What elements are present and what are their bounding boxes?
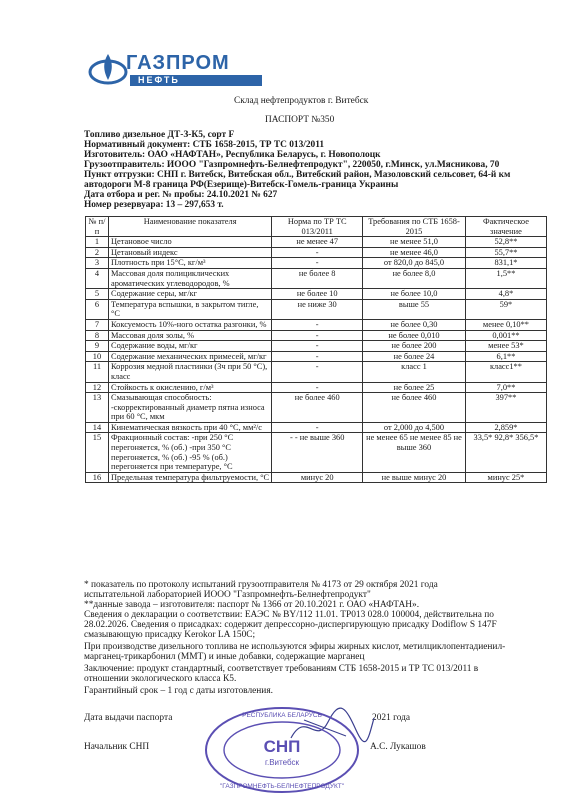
cell: 13 [86,393,109,423]
cell: класс 1 [363,362,466,382]
cell: 10 [86,351,109,362]
column-header: Норма по ТР ТС 013/2011 [272,217,363,237]
info-line: автодороги М-8 граница РФ(Езерище)-Витебск-Гомель-граница Украины [84,180,399,190]
info-line: Топливо дизельное ДТ-З-К5, сорт F [84,130,235,140]
table-row [86,351,547,362]
cell: минус 25* [465,472,546,483]
table-row [86,299,547,319]
cell: 16 [86,472,109,483]
cell: не менее 51,0 [363,237,466,248]
cell: минус 20 [272,472,363,483]
cell: - [272,258,363,269]
note-line: * показатель по протоколу испытаний грузоотправителя № 4173 от 29 октября 2021 года [84,580,438,590]
cell: не более 200 [363,341,466,352]
cell: 3 [86,258,109,269]
cell: Цетановое число [108,237,271,248]
cell: - [272,351,363,362]
cell: Цетановый индекс [108,247,271,258]
cell: не более 0,010 [363,330,466,341]
cell: не менее 46,0 [363,247,466,258]
cell: 12 [86,382,109,393]
cell: - [272,330,363,341]
passport-title: ПАСПОРТ №350 [265,115,335,125]
cell: Фракционный состав: -при 250 °С перегоняется, % (об.) -при 350 °С перегоняется, % (об.) -95 % (об.) перегоняется при температуре, °С [108,433,271,472]
cell: 33,5* 92,8* 356,5* [465,433,546,472]
cell: 6 [86,299,109,319]
cell: 831,1* [465,258,546,269]
cell: не менее 65 не менее 85 не выше 360 [363,433,466,472]
stamp-ring-org: "ГАЗПРОМНЕФТЬ-БЕЛНЕФТЕПРОДУКТ" [219,783,345,790]
issue-date-value: 2021 года [372,713,411,723]
cell: выше 55 [363,299,466,319]
stamp-center: СНП [263,737,301,756]
note-line: отношении экологического класса К5. [84,674,237,684]
column-header: Фактическое значение [465,217,546,237]
flame-icon [88,50,128,90]
cell: 2,859* [465,422,546,433]
column-header: № п/п [86,217,109,237]
table-row [86,382,547,393]
cell: 14 [86,422,109,433]
cell: менее 0,10** [465,319,546,330]
cell: Содержание механических примесей, мг/кг [108,351,271,362]
official-stamp [202,704,362,796]
info-line: Изготовитель: ОАО «НАФТАН», Республика Беларусь, г. Новополоцк [84,150,381,160]
gazprom-logo [86,48,276,92]
table-row [86,289,547,300]
cell: не выше минус 20 [363,472,466,483]
info-line: Номер резервуара: 13 – 297,653 т. [84,200,224,210]
cell: от 2,000 до 4,500 [363,422,466,433]
cell: 7 [86,319,109,330]
cell: Коксуемость 10%-ного остатка разгонки, % [108,319,271,330]
cell: Содержание серы, мг/кг [108,289,271,300]
table-row [86,258,547,269]
cell: 4 [86,268,109,288]
stamp-city: г.Витебск [265,758,299,767]
cell: 15 [86,433,109,472]
table-row [86,472,547,483]
logo-text: ГАЗПРОМ [126,52,230,74]
cell: - - не выше 360 [272,433,363,472]
cell: 6,1** [465,351,546,362]
cell: - [272,362,363,382]
warehouse-title: Склад нефтепродуктов г. Витебск [234,96,369,106]
cell: - [272,341,363,352]
column-header: Требования по СТБ 1658-2015 [363,217,466,237]
cell: не более 25 [363,382,466,393]
cell: 0,001** [465,330,546,341]
cell: не более 10,0 [363,289,466,300]
table-row [86,268,547,288]
note-line: смазывающую присадку Kerokor LA 150C; [84,630,256,640]
cell: 11 [86,362,109,382]
cell: класс1** [465,362,546,382]
cell: не ниже 30 [272,299,363,319]
note-line: **данные завода – изготовителя: паспорт № 1366 от 20.10.2021 г. ОАО «НАФТАН». [84,600,420,610]
cell: менее 53* [465,341,546,352]
table-row [86,330,547,341]
cell: не более 24 [363,351,466,362]
chief-name: А.С. Лукашов [370,742,426,752]
stamp-ring-top: РЕСПУБЛИКА БЕЛАРУСЬ [242,712,322,719]
cell: не более 8 [272,268,363,288]
note-line: 28.02.2026. Сведения о присадках: содержит депрессорно-диспергирующую присадку Dodiflow S 147F [84,620,497,630]
cell: не более 460 [363,393,466,423]
cell: Массовая доля золы, % [108,330,271,341]
cell: Кинематическая вязкость при 40 °С, мм²/с [108,422,271,433]
cell: - [272,247,363,258]
note-line: Гарантийный срок – 1 год с даты изготовления. [84,686,273,696]
note-line: Сведения о декларации о соответствии: ЕАЭС № BY/112 11.01. ТР013 028.0 100004, действительна по [84,610,494,620]
cell: не более 460 [272,393,363,423]
table-header-row [86,217,547,237]
cell: Смазывающая способность: -скорректированный диаметр пятна износа при 60 °С, мкм [108,393,271,423]
table-row [86,319,547,330]
note-line: При производстве дизельного топлива не используются эфиры жирных кислот, метилциклопентадиенил- [84,642,506,652]
cell: - [272,382,363,393]
cell: Массовая доля полициклических ароматических углеводородов, % [108,268,271,288]
table-row [86,422,547,433]
cell: от 820,0 до 845,0 [363,258,466,269]
cell: Предельная температура фильтруемости, °С [108,472,271,483]
table-row [86,393,547,423]
cell: 5 [86,289,109,300]
table-row [86,433,547,472]
cell: Плотность при 15°С, кг/м³ [108,258,271,269]
cell: 8 [86,330,109,341]
info-line: Дата отбора и рег. № пробы: 24.10.2021 № 627 [84,190,278,200]
table-row [86,247,547,258]
passport-table [85,216,547,483]
table-row [86,341,547,352]
cell: 52,8** [465,237,546,248]
cell: 4,8* [465,289,546,300]
info-line: Пункт отгрузки: СНП г. Витебск, Витебская обл., Витебский район, Мазоловский сельсовет, 64-й км [84,170,511,180]
table-row [86,362,547,382]
cell: не более 0,30 [363,319,466,330]
cell: Содержание воды, мг/кг [108,341,271,352]
cell: 59* [465,299,546,319]
cell: - [272,319,363,330]
cell: не более 8,0 [363,268,466,288]
issue-date-label: Дата выдачи паспорта [84,713,173,723]
table-row [86,237,547,248]
info-line: Грузоотправитель: ИООО "Газпромнефть-Белнефтепродукт", 220050, г.Минск, ул.Мясникова, 70 [84,160,500,170]
cell: - [272,422,363,433]
cell: 1 [86,237,109,248]
cell: Коррозия медной пластинки (3ч при 50 °С), класс [108,362,271,382]
note-line: марганец-трикарбонил (ММТ) и иные добавки, содержащие марганец [84,652,365,662]
cell: 397** [465,393,546,423]
note-line: испытательной лабораторией ИООО "Газпромнефть-Белнефтепродукт" [84,590,371,600]
cell: 55,7** [465,247,546,258]
cell: не более 10 [272,289,363,300]
cell: не менее 47 [272,237,363,248]
info-line: Нормативный документ: СТБ 1658-2015, ТР ТС 013/2011 [84,140,325,150]
chief-label: Начальник СНП [84,742,150,752]
cell: Стойкость к окислению, г/м³ [108,382,271,393]
cell: Температура вспышки, в закрытом тигле, °С [108,299,271,319]
cell: 1,5** [465,268,546,288]
logo-subtext: НЕФТЬ [138,75,180,85]
cell: 9 [86,341,109,352]
cell: 2 [86,247,109,258]
note-line: Заключение: продукт стандартный, соответствует требованиям СТБ 1658-2015 и ТР ТС 013/2011 в [84,664,479,674]
column-header: Наименование показателя [108,217,271,237]
cell: 7,0** [465,382,546,393]
